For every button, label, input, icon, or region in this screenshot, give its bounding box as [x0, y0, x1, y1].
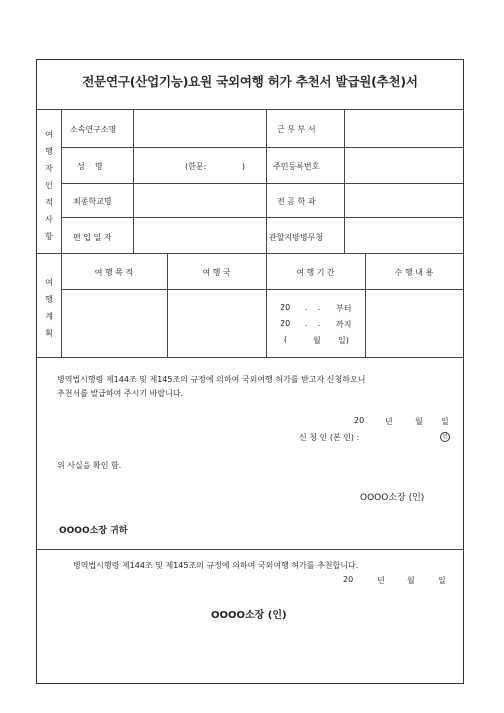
application-text-line2: 추천서를 발급하여 주시기 바랍니다. — [57, 389, 184, 398]
signer-label: OOOO소장 (인) — [211, 610, 287, 621]
application-form: 전문연구(산업기능)요원 국외여행 허가 추천서 발급원(추천)서 여 행 자 인 적 사 항 소속연구소명 근 무 부 서 성 명 (한문: ) 주민등록번호 최종학교명 전 공 학 과 편 입 일 자 관할지방병무청 여 행 계 획 여 행 목 적 여 행 국 여 행 기 간 수 행 내 용 20 . . 부터 20 . . 까지 ( 월 일) 병역법시행령 제144조 및 제145조의 규정에 의하여 국외여행 허가를 받고자 신청하오니 추천서를 발급하여 주시기 바랍니다. 20 년 월 일 신 청 인 (본 인) : 인 위 사실을 확인 함. OOOO소장 (인) OOOO소장 귀하 병역법시행령 제144조 및 제145조의 규정에 의하여 국외여행 허가를 추천합니다. 20 년 월 일 OOOO소장 (인) — [36, 59, 464, 684]
header-country: 여 행 국 — [202, 268, 231, 277]
section-label-personal: 여 행 자 인 적 사 항 — [45, 130, 53, 241]
issuer-label: OOOO소장 (인) — [360, 493, 425, 503]
divider — [266, 109, 267, 253]
divider — [37, 549, 463, 550]
divider — [61, 289, 463, 290]
divider — [61, 147, 463, 148]
seal-icon: 인 — [440, 432, 450, 442]
header-purpose: 여 행 목 적 — [94, 268, 134, 277]
rrn-label: 주민등록번호 — [273, 162, 320, 171]
recommendation-text: 병역법시행령 제144조 및 제145조의 규정에 의하여 국외여행 허가를 추천합니다. — [73, 561, 359, 570]
form-title: 전문연구(산업기능)요원 국외여행 허가 추천서 발급원(추천)서 — [82, 74, 418, 89]
divider — [37, 357, 463, 358]
divider — [37, 109, 463, 110]
section-label-plan: 여 행 계 획 — [45, 278, 53, 338]
application-text-line1: 병역법시행령 제144조 및 제145조의 규정에 의하여 국외여행 허가를 받고자 신청하오니 — [57, 375, 366, 384]
divider — [344, 109, 345, 253]
header-tasks: 수 행 내 용 — [394, 268, 434, 277]
org-label: 소속연구소명 — [70, 125, 117, 134]
major-label: 전 공 학 과 — [277, 197, 316, 206]
entry-date-label: 편 입 일 자 — [73, 233, 112, 242]
name-label: 성 명 — [77, 162, 103, 171]
divider — [61, 109, 62, 357]
hanja-label: (한문: ) — [185, 162, 245, 171]
applicant-label: 신 청 인 (본 인) : — [299, 433, 360, 442]
divider — [61, 183, 463, 184]
divider — [133, 109, 134, 253]
divider — [61, 217, 463, 218]
office-label: 관할지방병무청 — [269, 233, 324, 242]
dept-label: 근 무 부 서 — [277, 125, 316, 134]
confirm-text: 위 사실을 확인 함. — [57, 461, 122, 470]
recipient-label: OOOO소장 귀하 — [59, 526, 128, 536]
divider — [37, 253, 463, 254]
school-label: 최종학교명 — [73, 197, 112, 206]
header-period: 여 행 기 간 — [296, 268, 335, 277]
